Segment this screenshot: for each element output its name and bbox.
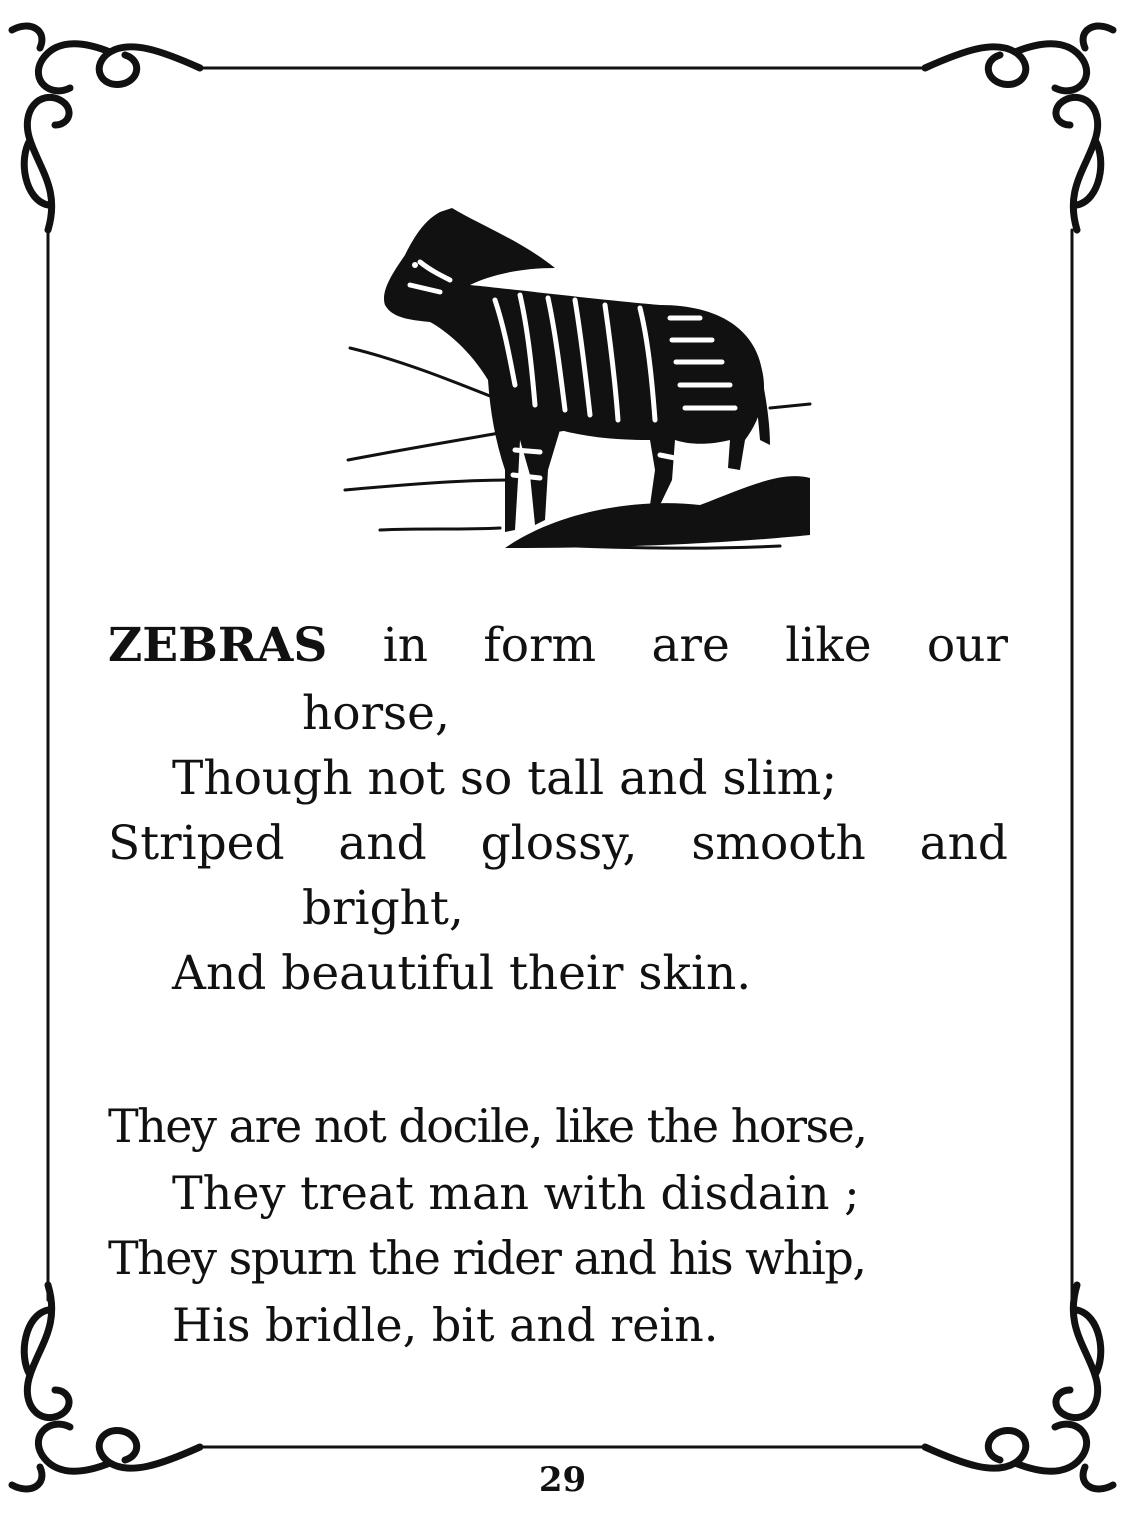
- word: like: [785, 618, 872, 673]
- word: smooth: [691, 816, 866, 871]
- stanza1-line5: bright,: [302, 881, 464, 936]
- word: Striped: [108, 816, 285, 871]
- word: our: [926, 618, 1008, 673]
- stanza1-line4: [108, 816, 1008, 871]
- word: in: [382, 618, 429, 673]
- word: are: [651, 618, 730, 673]
- stanza1-line1: [108, 618, 1008, 673]
- word: glossy,: [480, 816, 638, 871]
- stanza1-line2: horse,: [302, 686, 450, 741]
- word: and: [919, 816, 1008, 871]
- stanza2-line3: They spurn the rider and his whip,: [108, 1231, 866, 1285]
- stanza2-line2: They treat man with disdain ;: [172, 1166, 860, 1220]
- stanza2-line1: They are not docile, like the horse,: [108, 1099, 867, 1153]
- stanza2-line4: His bridle, bit and rein.: [172, 1298, 719, 1352]
- page-number: 29: [538, 1460, 587, 1500]
- stanza1-line6: And beautiful their skin.: [172, 946, 752, 1001]
- word: ZEBRAS: [108, 618, 328, 673]
- word: and: [338, 816, 427, 871]
- word: form: [483, 618, 597, 673]
- stanza1-line3: Though not so tall and slim;: [172, 751, 838, 806]
